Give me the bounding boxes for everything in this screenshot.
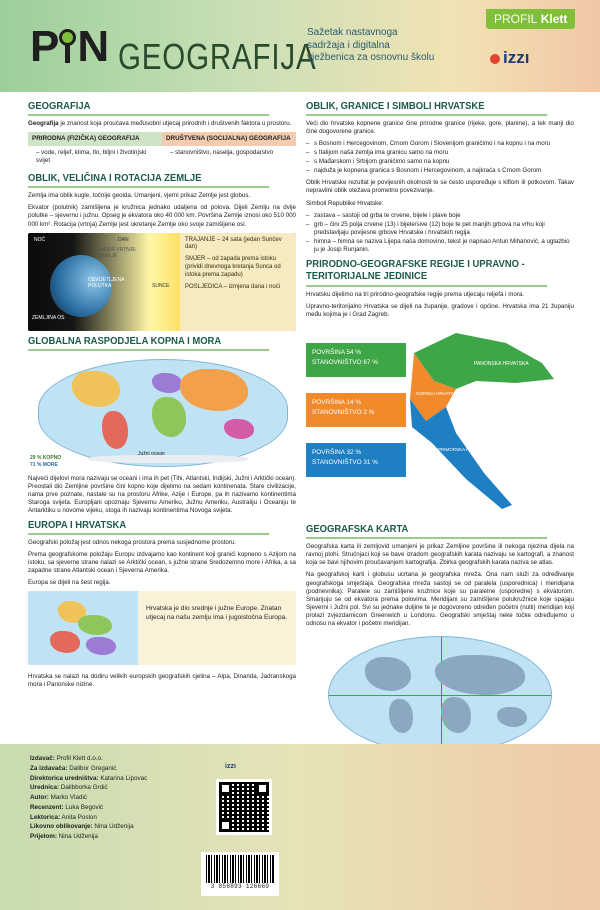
label-os: ZEMLJINA OS bbox=[32, 314, 65, 321]
rotation-facts bbox=[180, 233, 296, 331]
qr-izzi-label: izzı bbox=[225, 763, 236, 770]
imp-row: Prijelom: Nina Udženija bbox=[30, 833, 98, 840]
social-geography-head: DRUŠTVENA (SOCIJALNA) GEOGRAFIJA bbox=[162, 132, 296, 146]
label-noc: NOĆ bbox=[34, 236, 46, 243]
legend-kopno: 29 % KOPNO bbox=[30, 454, 62, 461]
imp-row: Direktorica uredništva: Katarina Lipovac bbox=[30, 774, 148, 782]
physical-geography-body: – vode, reljef, klima, tlo, biljni i životinjski svijet bbox=[36, 149, 147, 165]
izzi-logo bbox=[490, 48, 529, 68]
europe-regions-figure bbox=[28, 591, 296, 665]
barcode bbox=[201, 852, 279, 896]
pin-logo: P N bbox=[30, 22, 108, 71]
label-gorska: GORSKA HRVATSKA bbox=[416, 391, 460, 397]
symbol-item: – grb – čini 25 polja crvene (13) i bijele/sive (12) boje te pet manjih grbova na vrhu koji predstavljaju povijesne grbove Hrvatske i hrvatskih regija bbox=[306, 221, 574, 237]
europa-p1: Geografski položaj jest odnos nekoga prostora prema susjednome prostoru. bbox=[28, 538, 237, 546]
karta-p2: Na geografskoj karti i globusu ucrtana je geografska mreža. Ona nam služi za određivanje geografskoga smještaja. Geografska mreža sastoji se od paralela (usporednica) i meridijana (podnevnika). Paralele su zamišljene kružnice koje su paralelne (usporedne) s ekvatorom. Smanjuju se od ekvatora prema polovima. Meridijani su zamišljene polukružnice koje spajaju Sjeverni i Južni pol. Svi su jednake duljine te je dogovoreno određen početni (nulti) meridijan koji prolazi zvjezdarnicom Greenwich u Londonu. Geografski smještaj neke točke određujemo u odnosu na ekvator i početni meridijan. bbox=[306, 571, 574, 627]
europe-map-caption: Hrvatska je dio srednje i južne Europe. Znatan utjecaj na našu zemlju ima i jugoistočna Europa. bbox=[146, 605, 288, 621]
physical-geography-head: PRIRODNA (FIZIČKA) GEOGRAFIJA bbox=[28, 132, 162, 146]
world-continents-map bbox=[28, 355, 296, 471]
europa-p3: Europa se dijeli na šest regija. bbox=[28, 579, 111, 587]
symbol-item: – zastava – sastoji od grba te crvene, bijele i plave boje bbox=[306, 212, 574, 220]
fact-trajanje: TRAJANJE – 24 sata (jedan Sunčev dan) bbox=[185, 236, 282, 251]
qr-code[interactable] bbox=[216, 779, 272, 835]
legend-more: 71 % MORE bbox=[30, 461, 58, 468]
fact-smjer: SMJER – od zapada prema istoku (prividi dnevnoga kretanja Sunca od istoka prema zapadu) bbox=[185, 256, 281, 278]
geografija-text bbox=[28, 120, 296, 128]
imp-row: Likovno oblikovanje: Nina Udženija bbox=[30, 823, 134, 831]
geografija-body: je znanost koja proučava međusobni utjecaj prirodnih i društvenih faktora u prostoru. bbox=[58, 120, 292, 127]
border-item: – s Mađarskom i Srbijom graničimo samo na kopnu bbox=[306, 158, 574, 166]
izzi-text: izzı bbox=[503, 48, 530, 67]
barcode-icon bbox=[206, 855, 274, 883]
karta-p1: Geografska karta ili zemljovid umanjeni je prikaz Zemljine površine ili nekoga njezina dijela na ravnoj plohi. Stručnjaci koji se bave izradom geografskih karata nazivaju se kartografi, a znanost koja se bavi njihovim proučavanjem kartografija. Zbirka geografskih karata naziva se atlas. bbox=[306, 543, 574, 567]
imp-row: Urednica: Dalibborka Grdić bbox=[30, 784, 108, 792]
page-title: GEOGRAFIJA bbox=[118, 36, 317, 77]
imp-row: Izdavač: Profil Klett d.o.o. bbox=[30, 755, 103, 762]
imp-row: Za izdavača: Dalibor Greganić bbox=[30, 764, 117, 772]
subtitle: Sažetak nastavnoga sadržaja i digitalna vježbenica za osnovnu školu bbox=[307, 27, 435, 63]
brand-profil: PROFIL bbox=[494, 12, 538, 26]
stat-gorska: POVRŠINA 14 % STANOVNIŠTVO 2 % bbox=[306, 393, 406, 427]
label-smjer: SMJER VRTNJE ZEMLJE bbox=[98, 246, 136, 260]
section-title-kopno: GLOBALNA RASPODJELA KOPNA I MORA bbox=[28, 335, 269, 351]
geography-branches-table bbox=[28, 132, 296, 168]
granice-p3: Simboli Republike Hrvatske: bbox=[306, 199, 384, 207]
antarctica-shape bbox=[88, 455, 248, 463]
header-banner bbox=[0, 0, 600, 92]
border-item: – s Bosnom i Hercegovinom, Crnom Gorom i Slovenijom graničimo i na kopnu i na moru bbox=[306, 140, 574, 148]
world-grid-ellipse bbox=[328, 636, 552, 754]
southern-ocean-label: Južni ocean bbox=[138, 450, 165, 457]
barcode-number: 3 858893 126669 bbox=[210, 883, 270, 890]
qr-code-icon bbox=[219, 782, 269, 832]
border-list bbox=[306, 140, 574, 175]
brand-klett: Klett bbox=[540, 12, 568, 26]
symbols-list bbox=[306, 212, 574, 254]
label-primorska: PRIMORSKA HRVATSKA bbox=[438, 447, 490, 453]
regije-p2: Upravno-teritorijalno Hrvatska se dijeli na županije, gradove i općine. Hrvatska ima 21 županiju među kojima je i Grad Zagreb. bbox=[306, 303, 574, 319]
imp-row: Autor: Marko Vladić bbox=[30, 794, 88, 801]
imp-row: Lektorica: Anita Poslon bbox=[30, 813, 97, 821]
section-title-karta: GEOGRAFSKA KARTA bbox=[306, 523, 547, 539]
australia-shape bbox=[224, 419, 254, 439]
stat-panonska: POVRŠINA 54 % STANOVNIŠTVO 67 % bbox=[306, 343, 406, 377]
south-america-shape bbox=[102, 411, 128, 449]
profil-klett-logo bbox=[486, 9, 575, 29]
left-column bbox=[28, 96, 296, 693]
europa-p4: Hrvatska se nalazi na dodiru velikih europskih geografskih cjelina – Alpa, Dinarida, Jadranskoga mora i Panonske nizine. bbox=[28, 673, 296, 689]
earth-illustration bbox=[28, 233, 180, 331]
label-polutka: OSVIJETLJENA POLUTKA bbox=[88, 276, 125, 290]
label-panonska: PANONSKA HRVATSKA bbox=[474, 361, 529, 368]
europe-map bbox=[28, 591, 138, 665]
oblik-p1: Zemlja ima oblik kugle, točnije geoida. Umanjeni, vjerni prikaz Zemlje jest globus. bbox=[28, 192, 251, 200]
croatia-regions-figure bbox=[306, 323, 574, 519]
africa-shape bbox=[152, 397, 186, 437]
section-title-oblik: OBLIK, VELIČINA I ROTACIJA ZEMLJE bbox=[28, 172, 269, 188]
europa-p2: Prema geografskome položaju Europu izdvajamo kao kontinent koji granići kopneno s Azijom na istoku, sa sjeverne strane nalazi se Arktički ocean, s južne strane Sredozemno more i Afrika, a sa zapadne strane Atlantski ocean i Sjeverna Amerika. bbox=[28, 550, 296, 575]
imp-row: Recenzent: Luka Begović bbox=[30, 803, 104, 811]
section-title-europa: EUROPA I HRVATSKA bbox=[28, 519, 269, 535]
earth-rotation-figure bbox=[28, 233, 296, 331]
kopno-p1: Najveći dijelovi mora nazivaju se oceani i ima ih pet (Tihi, Atlantski, Indijski, Južni i Arktički ocean). Preostali dio Zemljine površine čini kopno koje dijelimo na sedam kontinenata. Stare civilizacije, nama prve poznate, nastale su na prostoru Afrike, Azije i Europe, pa ih nazivamo kontinentima Staroga svijeta. Europljani upoznaju Sjevernu Ameriku, Južnu Ameriku, Australiju i Oceaniju te Antarktiku u novome vijeku, stoga ih nazivaju kontinentima Novoga svijeta. bbox=[28, 474, 297, 514]
geografija-lead: Geografija bbox=[28, 120, 59, 127]
europe-shape bbox=[152, 373, 182, 393]
section-title-granice: OBLIK, GRANICE I SIMBOLI HRVATSKE bbox=[306, 100, 547, 116]
border-item: – s Italijom naša zemlja ima granicu samo na moru bbox=[306, 149, 574, 157]
oblik-p2: Ekvator (polutnik) zamišljena je kružnica jednako udaljena od polova. Dijeli Zemlju na dvije polutke – sjevernu i južnu. Opseg je ekvatora oko 40 000 km. Površina Zemlje iznosi oko 510 000 000 km². Rotacija (vrtnja) Zemlje jest okretanje Zemlje oko svoje zamišljene osi. bbox=[28, 204, 296, 228]
regije-p1: Hrvatsku dijelimo na tri prirodno-geografske regije prema utjecaju reljefa i mora. bbox=[306, 291, 525, 299]
section-title-regije: PRIRODNO-GEOGRAFSKE REGIJE I UPRAVNO -TERITORIJALNE JEDINICE bbox=[306, 258, 547, 287]
label-dan: DAN bbox=[118, 236, 129, 243]
label-sunce: SUNCE bbox=[152, 282, 170, 289]
fact-posljedica: POSLJEDICA – izmjena dana i noći bbox=[185, 283, 281, 290]
section-title-geografija: GEOGRAFIJA bbox=[28, 100, 269, 116]
impressum bbox=[30, 754, 210, 842]
izzi-dot-icon bbox=[490, 54, 500, 64]
symbol-item: – himna – himna se naziva Lijepa naša domovino, tekst je napisao Antun Mihanović, a uglazbio ju je Josip Runjanin. bbox=[306, 238, 574, 254]
pin-marker-icon bbox=[57, 29, 77, 63]
right-column bbox=[306, 96, 574, 796]
granice-p1: Veći dio hrvatske kopnene granice čine prirodne granice (rijeke, gore, planine), a tek manji dio čine dogovorene granice. bbox=[306, 120, 574, 136]
granice-p2: Oblik Hrvatske rezultat je povijesnih okolnosti te se često uspoređuje s kiflom ili potkovom. Takav nepravilni oblik otežava prometno povezivanje. bbox=[306, 179, 574, 195]
border-item: – najduža je kopnena granica s Bosnom i Hercegovinom, a najkraća s Crnom Gorom bbox=[306, 167, 574, 175]
stat-primorska: POVRŠINA 32 % STANOVNIŠTVO 31 % bbox=[306, 443, 406, 477]
social-geography-body: – stanovništvo, naselja, gospodarstvo bbox=[170, 149, 274, 157]
